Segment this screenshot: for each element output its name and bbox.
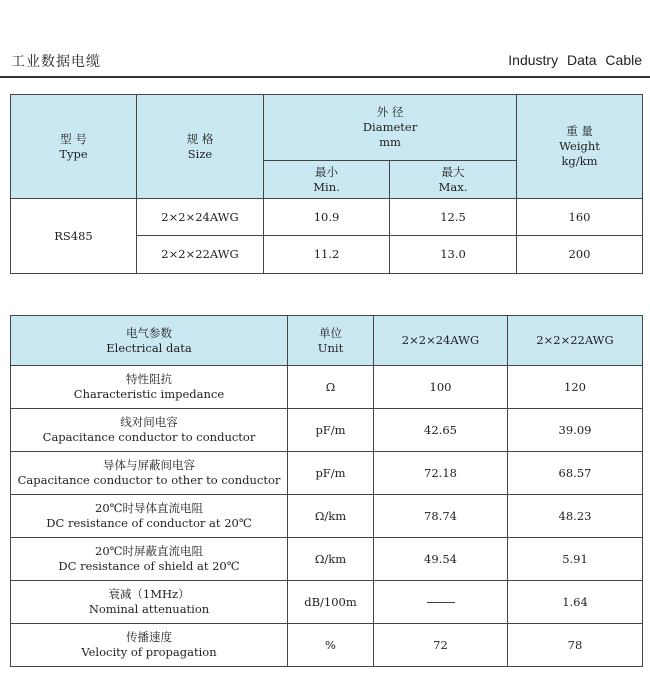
unit-cell: Ω/km: [288, 495, 374, 538]
unit-cell: dB/100m: [288, 581, 374, 624]
cell-text: Min.: [313, 179, 340, 194]
value-cell: 5.91: [508, 538, 643, 581]
param-cell: [11, 495, 288, 538]
unit-cell: pF/m: [288, 409, 374, 452]
unit-header: [288, 316, 374, 366]
min-cell: 11.2: [264, 236, 390, 274]
type-header: [11, 95, 137, 199]
cell-text: Capacitance conductor to other to conductor: [17, 473, 281, 487]
electrical-data-header: [11, 316, 288, 366]
cell-text: 规 格: [186, 131, 214, 146]
cell-text: 型 号: [60, 131, 87, 146]
cell-text: Max.: [438, 179, 468, 194]
cell-text: Capacitance conductor to conductor: [42, 430, 256, 444]
value-cell: [374, 581, 508, 624]
param-cell: [11, 581, 288, 624]
value-cell: 39.09: [508, 409, 643, 452]
cell-text: 衰减（1MHz）: [108, 587, 190, 601]
cell-text: Velocity of propagation: [81, 645, 217, 659]
diameter-header: [264, 95, 517, 161]
unit-cell: %: [288, 624, 374, 667]
cell-text: Size: [187, 146, 213, 161]
size-header: [137, 95, 264, 199]
cell-text: DC resistance of conductor at 20℃: [46, 516, 252, 530]
cell-text: 外 径: [376, 105, 404, 119]
table-row: [11, 366, 643, 409]
table-row: [11, 581, 643, 624]
dimension-table: [10, 94, 643, 274]
cell-text: kg/km: [561, 154, 598, 168]
cell-text: 最小: [315, 164, 338, 179]
value-cell: 42.65: [374, 409, 508, 452]
size-cell: 2×2×22AWG: [137, 236, 264, 274]
electrical-table: [10, 315, 643, 667]
cell-text: Nominal attenuation: [88, 602, 210, 616]
value-cell: 1.64: [508, 581, 643, 624]
value-cell: 72.18: [374, 452, 508, 495]
table-row: [11, 538, 643, 581]
max-header: [390, 161, 517, 199]
cell-text: DC resistance of shield at 20℃: [58, 559, 240, 573]
value-cell: 78.74: [374, 495, 508, 538]
cell-text: 电气参数: [126, 325, 172, 340]
value-cell: 68.57: [508, 452, 643, 495]
table-row: [11, 452, 643, 495]
cell-text: 重 量: [566, 124, 593, 138]
param-cell: [11, 409, 288, 452]
cell-text: 线对间电容: [120, 415, 178, 429]
param-cell: [11, 624, 288, 667]
param-cell: [11, 538, 288, 581]
cell-text: Weight: [559, 139, 600, 153]
value-cell: 49.54: [374, 538, 508, 581]
cell-text: 导体与屏蔽间电容: [103, 458, 195, 472]
header-rule: [0, 76, 650, 78]
cell-text: 最大: [441, 164, 465, 179]
cell-text: 单位: [319, 325, 342, 340]
value-cell: 72: [374, 624, 508, 667]
cell-text: Diameter: [362, 120, 418, 134]
unit-cell: Ω/km: [288, 538, 374, 581]
cell-text: Characteristic impedance: [73, 387, 225, 401]
size-cell: 2×2×24AWG: [137, 199, 264, 236]
table-row: [11, 624, 643, 667]
table-row: [11, 495, 643, 538]
unit-cell: Ω: [288, 366, 374, 409]
param-cell: [11, 452, 288, 495]
table-row: [11, 199, 643, 236]
cell-text: 20℃时屏蔽直流电阻: [95, 544, 203, 558]
max-cell: 12.5: [390, 199, 517, 236]
weight-cell: 200: [517, 236, 643, 274]
cell-text: 传播速度: [126, 630, 172, 644]
min-header: [264, 161, 390, 199]
page-title-cn: 工业数据电缆: [11, 54, 101, 70]
min-cell: 10.9: [264, 199, 390, 236]
value-cell: 100: [374, 366, 508, 409]
cell-text: Type: [59, 146, 88, 161]
table-row: [11, 409, 643, 452]
param-cell: [11, 366, 288, 409]
cell-text: 特性阻抗: [126, 372, 172, 386]
value-cell: 120: [508, 366, 643, 409]
dash-placeholder: [427, 602, 455, 603]
cell-text: Electrical data: [106, 340, 192, 355]
cell-text: Unit: [317, 340, 344, 355]
cell-text: mm: [379, 135, 401, 149]
value-cell: 78: [508, 624, 643, 667]
max-cell: 13.0: [390, 236, 517, 274]
unit-cell: pF/m: [288, 452, 374, 495]
weight-cell: 160: [517, 199, 643, 236]
weight-header: [517, 95, 643, 199]
col-24awg-header: 2×2×24AWG: [374, 316, 508, 366]
value-cell: 48.23: [508, 495, 643, 538]
page-title-en: Industry Data Cable: [508, 52, 642, 68]
cell-text: 20℃时导体直流电阻: [95, 501, 203, 515]
model-cell: RS485: [11, 199, 137, 274]
col-22awg-header: 2×2×22AWG: [508, 316, 643, 366]
